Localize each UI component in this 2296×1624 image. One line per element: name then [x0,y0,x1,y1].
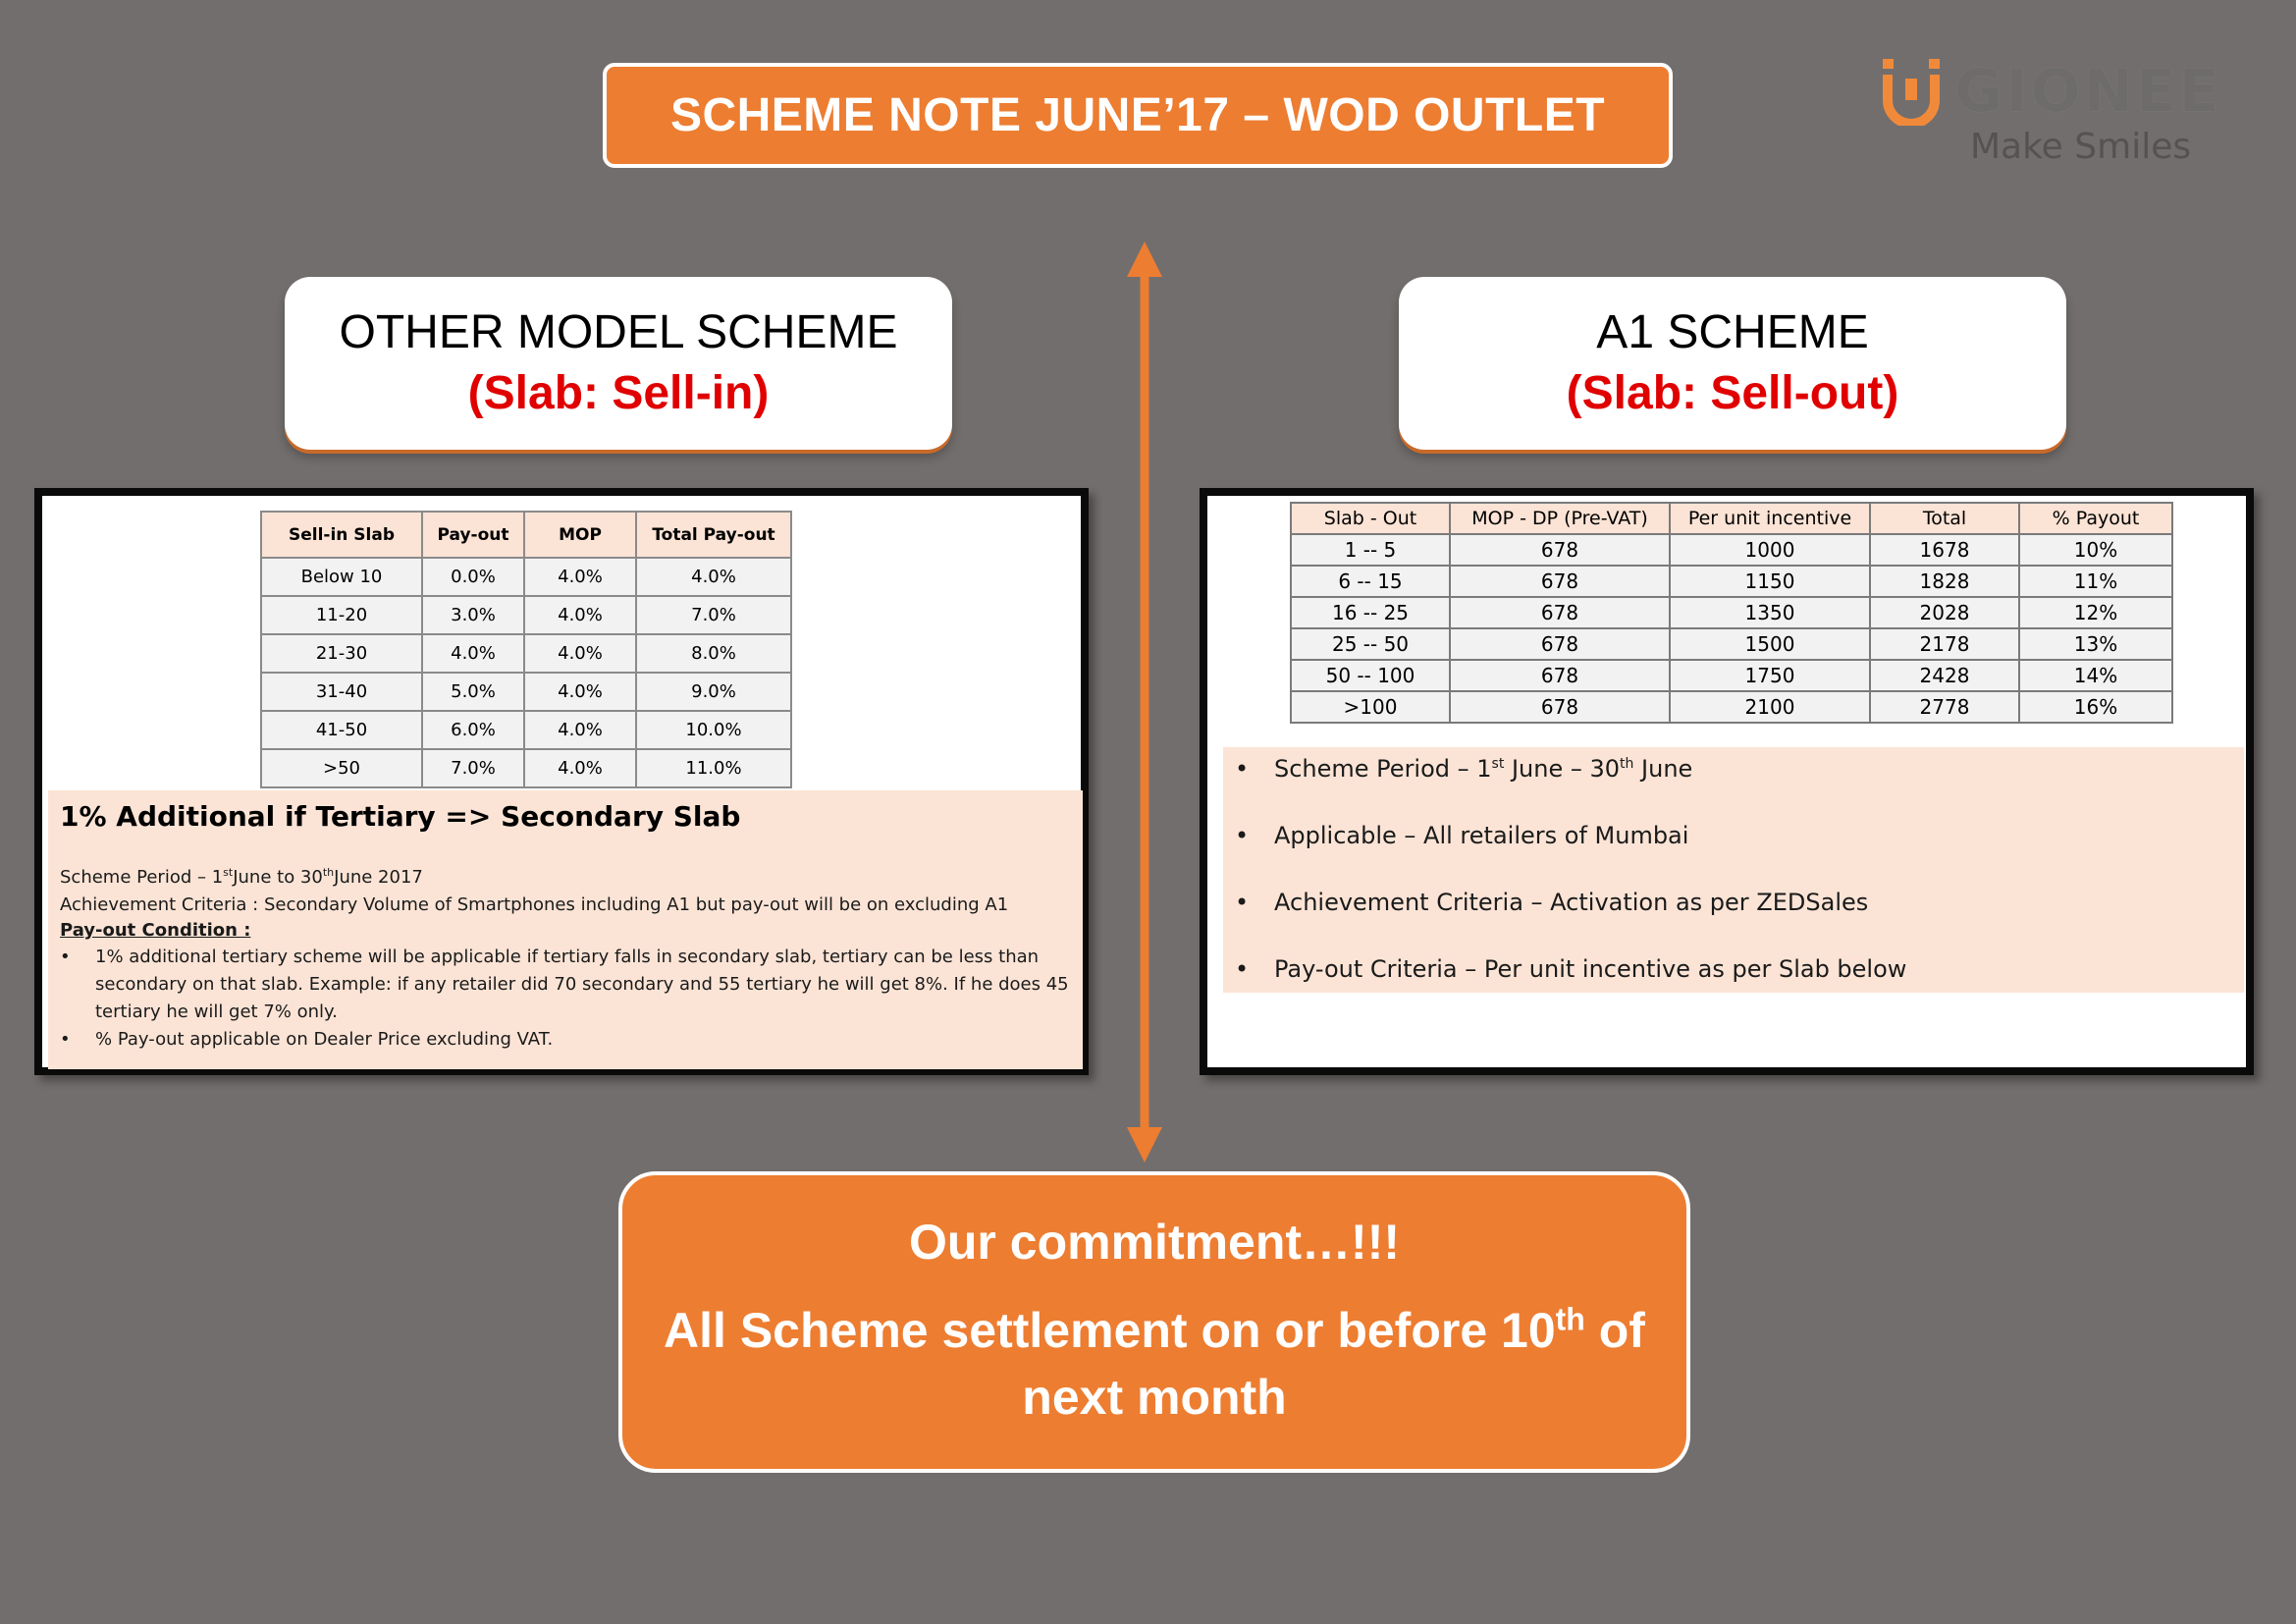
table-row [1291,628,2172,660]
commitment-heading: Our commitment…!!! [909,1215,1400,1270]
table-cell: 4.0% [524,558,636,596]
list-item: • % Pay-out applicable on Dealer Price excluding VAT. [60,1026,1071,1054]
commitment-box [618,1171,1690,1473]
table-cell: 1678 [1870,534,2019,566]
bullet-icon: • [60,947,71,967]
table-cell: 11-20 [261,596,422,634]
table-cell: 25 -- 50 [1291,628,1450,660]
column-header: Total [1870,503,2019,534]
table-cell: >50 [261,749,422,787]
table-cell: 4.0% [524,673,636,711]
double-arrow-icon [1115,242,1174,1163]
column-header: Pay-out [422,512,524,558]
column-header: Sell-in Slab [261,512,422,558]
table-cell: 6 -- 15 [1291,566,1450,597]
notes-heading: 1% Additional if Tertiary => Secondary Slab [60,800,741,833]
table-cell: 1150 [1670,566,1870,597]
table-cell: 14% [2019,660,2172,691]
list-item [1235,822,2232,889]
table-cell: 1 -- 5 [1291,534,1450,566]
table-cell: 21-30 [261,634,422,673]
bullet-icon: • [1235,955,1250,983]
table-cell: 4.0% [524,711,636,749]
other-model-scheme-header [285,277,952,450]
bullet-icon: • [60,1029,71,1050]
table-cell: 1750 [1670,660,1870,691]
table-cell: >100 [1291,691,1450,723]
column-header: MOP - DP (Pre-VAT) [1450,503,1670,534]
section-title: A1 SCHEME [1596,305,1869,358]
table-cell: 3.0% [422,596,524,634]
table-cell: 8.0% [636,634,791,673]
table-header-row [261,512,791,558]
column-header: MOP [524,512,636,558]
table-cell: 1828 [1870,566,2019,597]
payout-criteria: Pay-out Criteria – Per unit incentive as per Slab below [1274,955,1907,983]
list-item [1235,889,2232,955]
table-row [1291,691,2172,723]
table-row [1291,534,2172,566]
a1-scheme-header [1399,277,2066,450]
table-cell: 9.0% [636,673,791,711]
bullet-icon: • [1235,889,1250,916]
table-row [1291,660,2172,691]
list-item [1235,955,2232,1022]
table-row [261,634,791,673]
table-cell: 11.0% [636,749,791,787]
list-item [1235,755,2232,822]
table-row [261,558,791,596]
table-cell: 1000 [1670,534,1870,566]
column-header: Per unit incentive [1670,503,1870,534]
achievement-criteria: Achievement Criteria : Secondary Volume of Smartphones including A1 but pay-out will be on excluding A1 [60,894,1009,915]
bullet-icon: • [1235,822,1250,849]
table-cell: 31-40 [261,673,422,711]
table-cell: 2428 [1870,660,2019,691]
table-cell: 678 [1450,566,1670,597]
table-cell: 11% [2019,566,2172,597]
list-item: • 1% additional tertiary scheme will be applicable if tertiary falls in secondary slab, tertiary can be less than secondary on that slab. Example: if any retailer did 70 secondary and 55 tertiary he will get 8%. If he does 45 tertiary he will get 7% only. [60,944,1071,1026]
a1-scheme-panel [1200,488,2254,1075]
brand-logo [1880,57,2233,175]
table-cell: 4.0% [524,634,636,673]
table-cell: 1350 [1670,597,1870,628]
scheme-period: Scheme Period – 1stJune to 30thJune 2017 [60,866,423,888]
page-title: SCHEME NOTE JUNE’17 – WOD OUTLET [603,63,1673,168]
sell-in-slab-table [260,511,792,788]
column-header: Total Pay-out [636,512,791,558]
table-row [1291,597,2172,628]
table-cell: 16 -- 25 [1291,597,1450,628]
table-cell: 50 -- 100 [1291,660,1450,691]
gionee-logo-icon [1880,57,1943,126]
table-cell: 4.0% [636,558,791,596]
table-row [261,749,791,787]
table-cell: 2100 [1670,691,1870,723]
table-cell: 678 [1450,534,1670,566]
scheme-period: Scheme Period – 1st June – 30th June [1274,755,1693,783]
table-cell: 2778 [1870,691,2019,723]
table-header-row [1291,503,2172,534]
table-cell: 6.0% [422,711,524,749]
scheme-notes [48,790,1083,1069]
table-cell: 2178 [1870,628,2019,660]
table-row [1291,566,2172,597]
table-cell: 12% [2019,597,2172,628]
table-cell: 678 [1450,628,1670,660]
table-cell: 678 [1450,660,1670,691]
section-subtitle: (Slab: Sell-out) [1566,367,1899,419]
table-cell: 13% [2019,628,2172,660]
table-cell: 1500 [1670,628,1870,660]
payout-condition-heading: Pay-out Condition : [60,920,251,941]
table-cell: 7.0% [636,596,791,634]
bullet-icon: • [1235,755,1250,783]
achievement-criteria: Achievement Criteria – Activation as per ZEDSales [1274,889,1869,916]
applicable-text: Applicable – All retailers of Mumbai [1274,822,1689,849]
brand-name: GIONEE [1954,57,2222,126]
section-title: OTHER MODEL SCHEME [339,305,898,358]
table-row [261,673,791,711]
table-cell: 678 [1450,597,1670,628]
table-cell: 41-50 [261,711,422,749]
table-cell: 10% [2019,534,2172,566]
sell-out-slab-table [1290,502,2173,724]
table-cell: 16% [2019,691,2172,723]
column-header: % Payout [2019,503,2172,534]
table-cell: 0.0% [422,558,524,596]
table-cell: 10.0% [636,711,791,749]
scheme-notes [1223,747,2244,993]
table-cell: 4.0% [524,596,636,634]
table-row [261,711,791,749]
table-cell: Below 10 [261,558,422,596]
table-cell: 678 [1450,691,1670,723]
commitment-text: All Scheme settlement on or before 10th of next month [664,1301,1645,1425]
table-cell: 4.0% [524,749,636,787]
section-subtitle: (Slab: Sell-in) [467,367,770,419]
brand-tagline: Make Smiles [1970,127,2192,167]
table-cell: 5.0% [422,673,524,711]
table-cell: 7.0% [422,749,524,787]
table-row [261,596,791,634]
table-cell: 2028 [1870,597,2019,628]
other-model-scheme-panel [34,488,1089,1075]
column-header: Slab - Out [1291,503,1450,534]
table-cell: 4.0% [422,634,524,673]
